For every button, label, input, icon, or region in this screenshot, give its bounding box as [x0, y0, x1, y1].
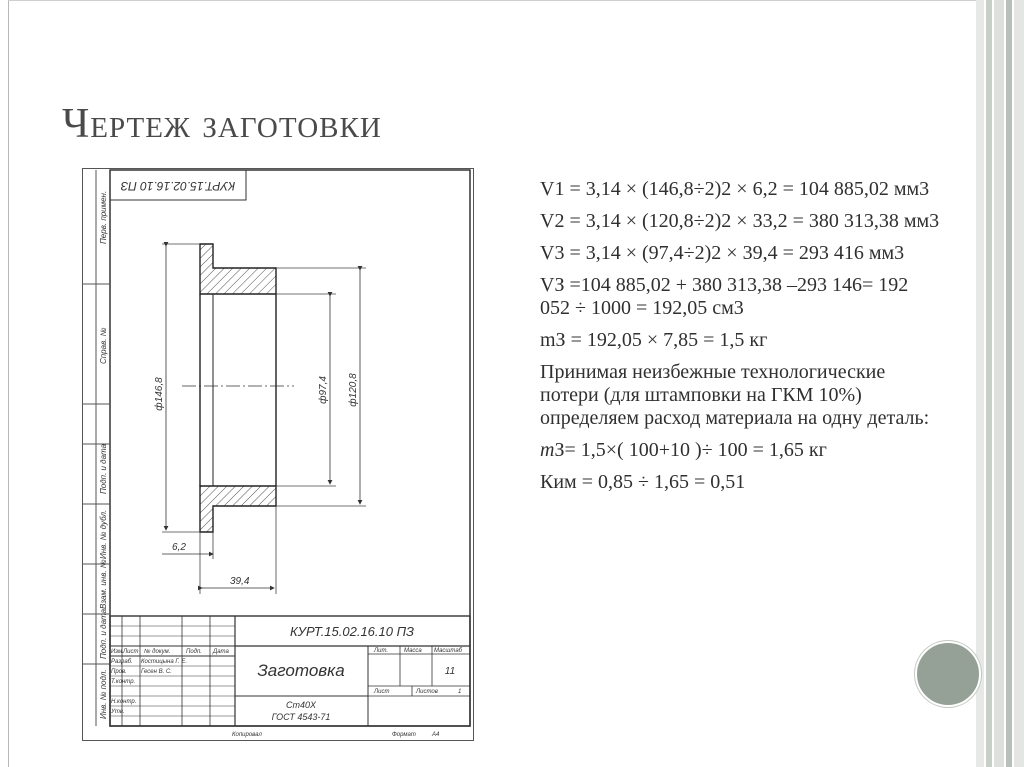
slide-title: Чертеж заготовки	[62, 101, 382, 147]
side-bar	[976, 0, 984, 767]
stamp-material-2: ГОСТ 4543-71	[271, 712, 331, 722]
stamp-list: Лист	[123, 649, 139, 655]
stamp-listov-val: 1	[458, 689, 462, 695]
side-bar	[1014, 0, 1024, 767]
side-label-1: Перв. примен.	[99, 190, 108, 244]
stamp-tkontr: Т.контр.	[111, 679, 136, 685]
side-label-3: Подп. и дата	[99, 443, 108, 494]
blank-drawing	[82, 164, 474, 742]
stamp-kopiroval: Копировал	[232, 732, 262, 738]
stamp-doc-code: КУРТ.15.02.16.10 ПЗ	[290, 624, 414, 639]
decorative-circle	[915, 641, 981, 707]
top-code: КУРТ.15.02.16.10 ПЗ	[120, 178, 236, 193]
stamp-ndokum: № докум.	[144, 649, 171, 655]
slide-frame-top	[8, 0, 984, 1]
formula-v2: V2 = 3,14 × (120,8÷2)2 × 33,2 = 380 313,38 мм3	[540, 210, 940, 232]
stamp-listov: Листов	[416, 689, 438, 695]
slide-frame-left	[8, 0, 9, 767]
side-label-2: Справ. №	[99, 327, 108, 364]
drawing-svg	[82, 164, 474, 742]
losses-paragraph: Принимая неизбежные технологические потери (для штамповки на ГКМ 10%) определяем расход материала на одну деталь:	[540, 361, 930, 429]
mass-symbol: m	[540, 439, 555, 461]
stamp-nkontr: Н.контр.	[111, 699, 137, 705]
stamp-data: Дата	[213, 649, 229, 655]
stamp-razrab: Разраб.	[111, 659, 133, 665]
dim-d1: ф146,8	[154, 377, 165, 411]
side-bar	[994, 0, 1004, 767]
dim-w2: 39,4	[230, 576, 250, 587]
side-label-5: Взам. инв. №	[99, 559, 108, 609]
stamp-podp: Подп.	[186, 649, 202, 655]
dim-w1: 6,2	[172, 542, 186, 553]
stamp-razrab-name: Костицына Г. Е.	[141, 659, 188, 665]
formula-v3: V3 = 3,14 × (97,4÷2)2 × 39,4 = 293 416 мм3	[540, 242, 905, 264]
side-label-6: Подп. и дата	[99, 608, 108, 659]
mass-detail-rest: З= 1,5×( 100+10 )÷ 100 = 1,65 кг	[554, 439, 827, 461]
stamp-format-val: А4	[432, 732, 440, 738]
formula-mass: mЗ = 192,05 × 7,85 = 1,5 кг	[540, 329, 768, 351]
side-label-7: Инв. № подл.	[99, 669, 108, 719]
stamp-izm: Изм.	[111, 649, 124, 655]
stamp-sheets: 11	[444, 666, 456, 677]
dim-d3: ф120,8	[348, 373, 359, 407]
stamp-massa: Масса	[404, 648, 422, 654]
stamp-utv: Утв.	[111, 709, 125, 715]
stamp-material-1: Ст40Х	[285, 700, 317, 710]
stamp-format: Формат	[392, 732, 416, 738]
dim-d2: ф97,4	[318, 376, 329, 404]
stamp-list2: Лист	[374, 689, 390, 695]
side-bar	[1006, 0, 1012, 767]
formula-v1: V1 = 3,14 × (146,8÷2)2 × 6,2 = 104 885,02 мм3	[540, 178, 930, 200]
formula-kim: Ким = 0,85 ÷ 1,65 = 0,51	[540, 471, 746, 493]
decorative-side-bars	[976, 0, 1024, 767]
formula-mass-detail	[540, 439, 940, 462]
stamp-masshtab: Масштаб	[434, 648, 463, 654]
side-bar	[986, 0, 992, 767]
calculation-text	[540, 178, 940, 503]
title-block	[110, 616, 470, 738]
formula-vz: VЗ =104 885,02 + 380 313,38 –293 146= 192 052 ÷ 1000 = 192,05 см3	[540, 274, 909, 319]
stamp-prov: Пров.	[111, 669, 127, 675]
side-label-4: Инв. № дубл.	[99, 509, 108, 559]
stamp-prov-name: Гесен В. С.	[141, 669, 172, 675]
stamp-lit: Лит.	[374, 648, 389, 654]
stamp-part-name: Заготовка	[257, 661, 345, 680]
